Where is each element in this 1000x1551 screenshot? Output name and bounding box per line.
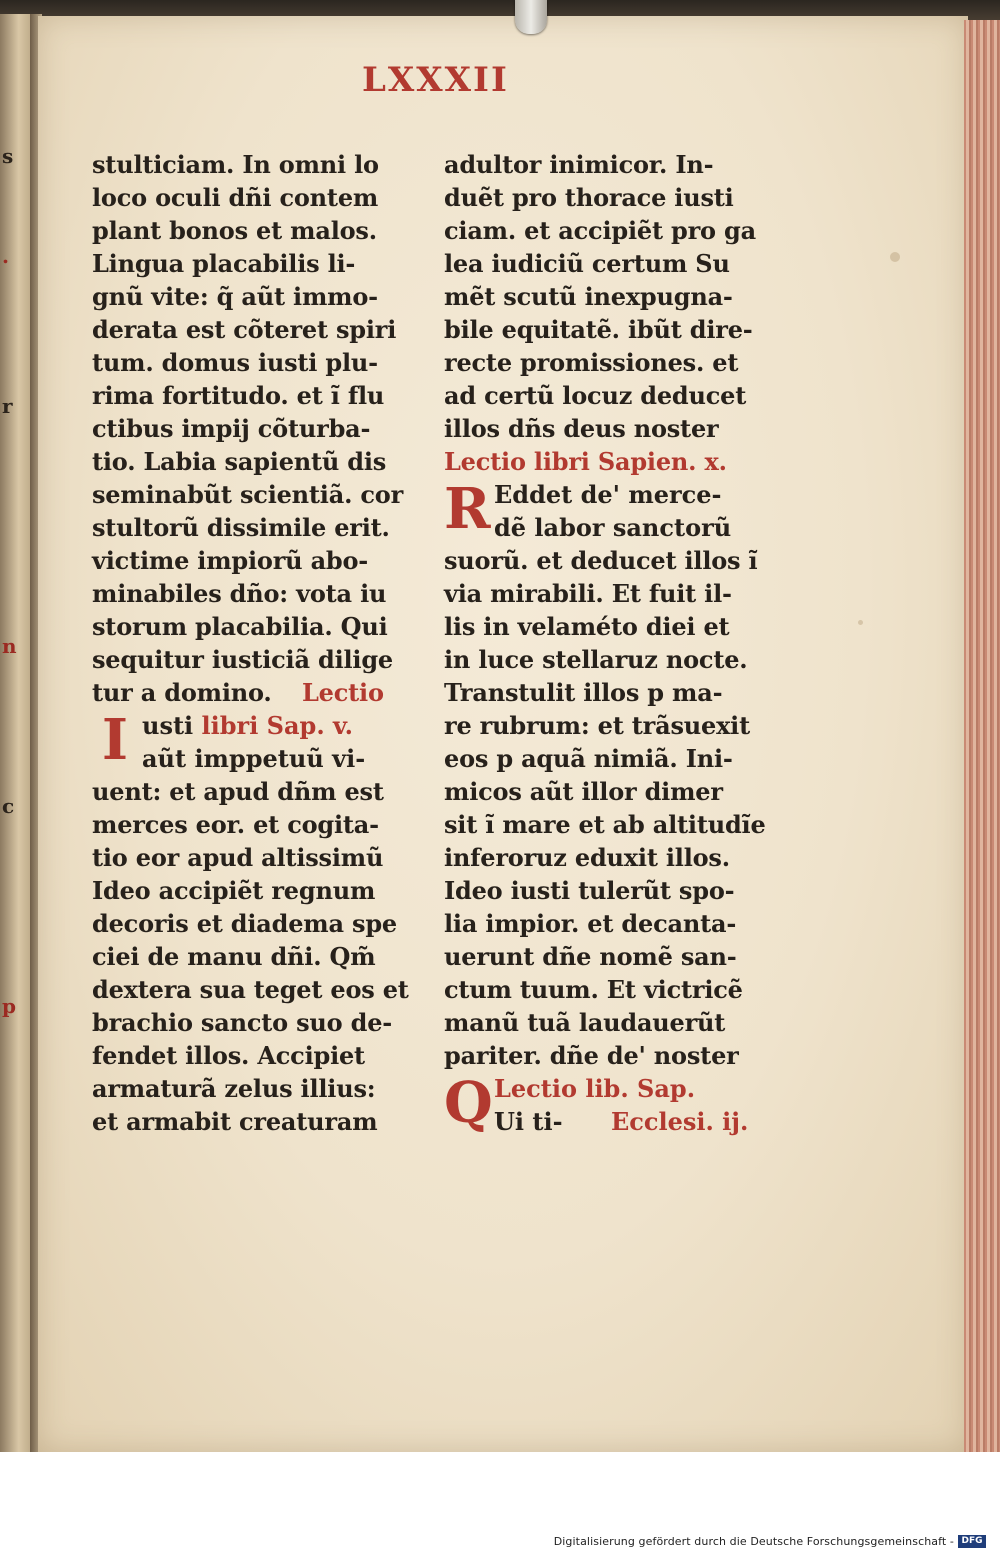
right-middle-line-14: ctum tuum. Et victricẽ — [444, 975, 743, 1004]
left-line-13: victime impiorũ abo- — [92, 546, 369, 575]
right-lines-middle — [444, 544, 784, 1072]
right-middle-line-16: pariter. dñe de' noster — [444, 1041, 739, 1070]
left-line-15: storum placabilia. Qui — [92, 612, 388, 641]
left-lines-before — [92, 148, 422, 676]
r-line-1: Eddet de' merce- — [494, 480, 722, 509]
left-line-11: seminabũt scientiã. cor — [92, 480, 404, 509]
left-line-rubric — [92, 676, 422, 709]
previous-page-edge: s . r n c p — [0, 14, 34, 1454]
initial-r: R — [444, 476, 491, 542]
initial-line-text: usti — [142, 711, 194, 740]
initial-block-i — [92, 709, 422, 775]
left-line-9: ctibus impij cõturba- — [92, 414, 371, 443]
initial-line-2: aũt imppetuũ vi- — [142, 744, 366, 773]
right-line-1: adultor inimicor. In- — [444, 150, 714, 179]
right-middle-line-3: lis in velaméto diei et — [444, 612, 730, 641]
r-line-2: dẽ labor sanctorũ — [494, 513, 732, 542]
left-after-line-7: dextera sua teget eos et — [92, 975, 409, 1004]
right-middle-line-6: re rubrum: et trãsuexit — [444, 711, 750, 740]
left-line-5: gnũ vite: q̃ aũt immo- — [92, 282, 378, 311]
rubric-ecclesi: Ecclesi. ij. — [610, 1107, 749, 1136]
rubric-lectio-lib-sap: Lectio lib. Sap. — [494, 1074, 696, 1103]
q-line-text: Ui ti- — [494, 1107, 563, 1136]
right-line-8: ad certũ locuz deducet — [444, 381, 747, 410]
page-clip-icon — [515, 0, 547, 34]
left-line-7: tum. domus iusti plu- — [92, 348, 378, 377]
digitization-credit: Digitalisierung gefördert durch die Deutsche Forschungsgemeinschaft - — [553, 1535, 954, 1548]
initial-block-r — [444, 478, 784, 544]
left-line-3: plant bonos et malos. — [92, 216, 377, 245]
right-lines-before — [444, 148, 784, 445]
right-middle-line-8: micos aũt illor dimer — [444, 777, 723, 806]
left-line-6: derata est cõteret spiri — [92, 315, 397, 344]
right-middle-line-10: inferoruz eduxit illos. — [444, 843, 730, 872]
folio-number: LXXXII — [362, 60, 509, 100]
right-middle-line-1: suorũ. et deducet illos ĩ — [444, 546, 758, 575]
left-after-line-6: ciei de manu dñi. Qm̃ — [92, 942, 376, 971]
rubric-lectio-sapien: Lectio libri Sapien. x. — [444, 447, 727, 476]
right-middle-line-4: in luce stellaruz nocte. — [444, 645, 748, 674]
left-after-line-3: tio eor apud altissimũ — [92, 843, 384, 872]
initial-i: I — [101, 707, 129, 773]
left-column — [92, 148, 422, 1138]
left-last-line: tur a domino. — [92, 678, 272, 707]
initial-block-q — [444, 1072, 784, 1138]
right-column — [444, 148, 784, 1138]
left-after-line-9: fendet illos. Accipiet — [92, 1041, 365, 1070]
initial-line-1 — [92, 709, 422, 742]
right-middle-line-5: Transtulit illos p ma- — [444, 678, 723, 707]
rubric-lectio: Lectio — [302, 678, 384, 707]
right-middle-line-15: manũ tuã laudauerũt — [444, 1008, 726, 1037]
left-line-8: rima fortitudo. et ĩ flu — [92, 381, 385, 410]
left-line-14: minabiles dño: vota iu — [92, 579, 387, 608]
left-after-line-11: et armabit creaturam — [92, 1107, 378, 1136]
dfg-logo-icon: DFG — [958, 1535, 986, 1548]
left-line-1: stulticiam. In omni lo — [92, 150, 379, 179]
left-line-2: loco oculi dñi contem — [92, 183, 379, 212]
page-fore-edge — [964, 20, 1000, 1452]
left-lines-after — [92, 775, 422, 1138]
right-middle-line-11: Ideo iusti tulerũt spo- — [444, 876, 735, 905]
left-after-line-4: Ideo accipiẽt regnum — [92, 876, 376, 905]
left-line-4: Lingua placabilis li- — [92, 249, 356, 278]
right-line-3: ciam. et accipiẽt pro ga — [444, 216, 756, 245]
left-after-line-10: armaturã zelus illius: — [92, 1074, 376, 1103]
rubric-libri-sap: libri Sap. v. — [201, 711, 353, 740]
right-middle-line-12: lia impior. et decanta- — [444, 909, 737, 938]
right-line-4: lea iudiciũ certum Su — [444, 249, 730, 278]
right-line-9: illos dñs deus noster — [444, 414, 719, 443]
right-middle-line-9: sit ĩ mare et ab altitudĩe — [444, 810, 766, 839]
left-after-line-1: uent: et apud dñm est — [92, 777, 384, 806]
left-after-line-5: decoris et diadema spe — [92, 909, 397, 938]
initial-q: Q — [444, 1070, 493, 1136]
left-line-12: stultorũ dissimile erit. — [92, 513, 390, 542]
right-line-5: mẽt scutũ inexpugna- — [444, 282, 733, 311]
left-after-line-8: brachio sancto suo de- — [92, 1008, 393, 1037]
right-line-6: bile equitatẽ. ibũt dire- — [444, 315, 753, 344]
left-line-10: tio. Labia sapientũ dis — [92, 447, 387, 476]
right-line-7: recte promissiones. et — [444, 348, 739, 377]
q-line-2 — [444, 1105, 784, 1138]
right-line-2: duẽt pro thorace iusti — [444, 183, 734, 212]
right-middle-line-7: eos p aquã nimiã. Ini- — [444, 744, 733, 773]
right-middle-line-13: uerunt dñe nomẽ san- — [444, 942, 737, 971]
left-line-16: sequitur iusticiã dilige — [92, 645, 393, 674]
left-after-line-2: merces eor. et cogita- — [92, 810, 379, 839]
right-middle-line-2: via mirabili. Et fuit il- — [444, 579, 732, 608]
